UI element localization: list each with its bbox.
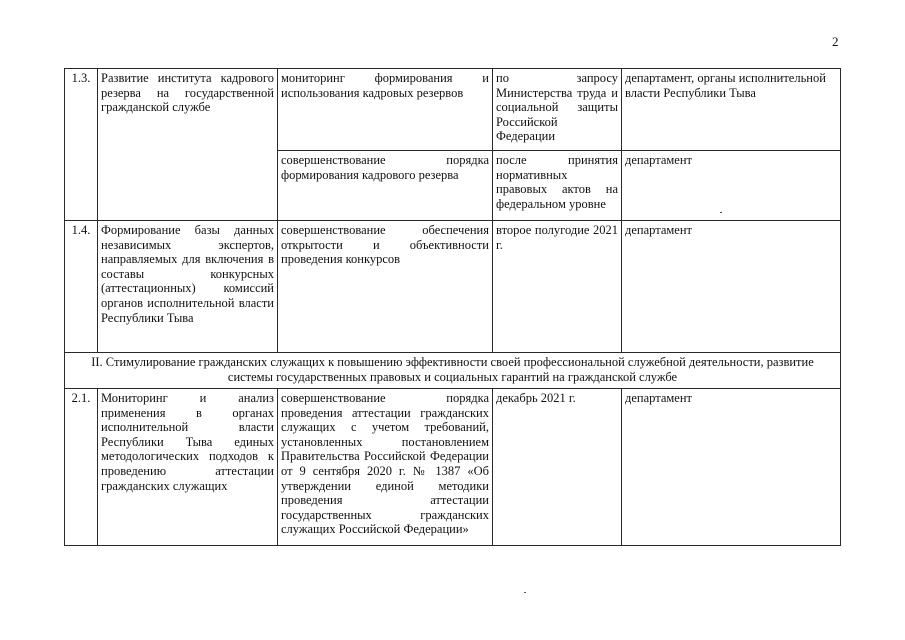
table-row [65,69,841,151]
measure-name: Формирование базы данных независимых экспертов, направляемых для включения в составы конкурсных (аттестационных) комиссий органов исполнительной власти Республики Тыва [98,221,278,353]
scan-speck [720,212,722,213]
activity-cell: совершенствование обеспечения открытости и объективности проведения конкурсов [278,221,493,353]
activity-cell: совершенствование порядка проведения аттестации гражданских служащих с учетом требований, установленных постановлением Правительства Российской Федерации от 9 сентября 2020 г. № 1387 «Об утверждении единой методики проведения аттестации государственных гражданских служащих Российской Федерации» [278,389,493,546]
responsible-cell: департамент, органы исполнительной власти Республики Тыва [622,69,841,151]
measure-name: Развитие института кадрового резерва на государственной гражданской службе [98,69,278,221]
measure-name: Мониторинг и анализ применения в органах исполнительной власти Республики Тыва единых методологических подходов к проведению аттестации гражданских служащих [98,389,278,546]
row-number: 2.1. [65,389,98,546]
page-number: 2 [832,34,839,49]
table-row [65,389,841,546]
action-plan-table [64,68,841,546]
section-header-row [65,353,841,389]
row-number: 1.4. [65,221,98,353]
responsible-cell: департамент [622,389,841,546]
term-cell: декабрь 2021 г. [493,389,622,546]
activity-cell: совершенствование порядка формирования кадрового резерва [278,151,493,221]
responsible-cell: департамент [622,221,841,353]
section-title: II. Стимулирование гражданских служащих к повышению эффективности своей профессиональной служебной деятельности, развитие системы государственных правовых и социальных гарантий на гражданской службе [65,353,841,389]
term-cell: после принятия нормативных правовых актов на федеральном уровне [493,151,622,221]
term-cell: по запросу Министерства труда и социальной защиты Российской Федерации [493,69,622,151]
term-cell: второе полугодие 2021 г. [493,221,622,353]
activity-cell: мониторинг формирования и использования кадровых резервов [278,69,493,151]
scan-speck [524,592,526,593]
row-number: 1.3. [65,69,98,221]
table-row [65,221,841,353]
responsible-cell: департамент [622,151,841,221]
